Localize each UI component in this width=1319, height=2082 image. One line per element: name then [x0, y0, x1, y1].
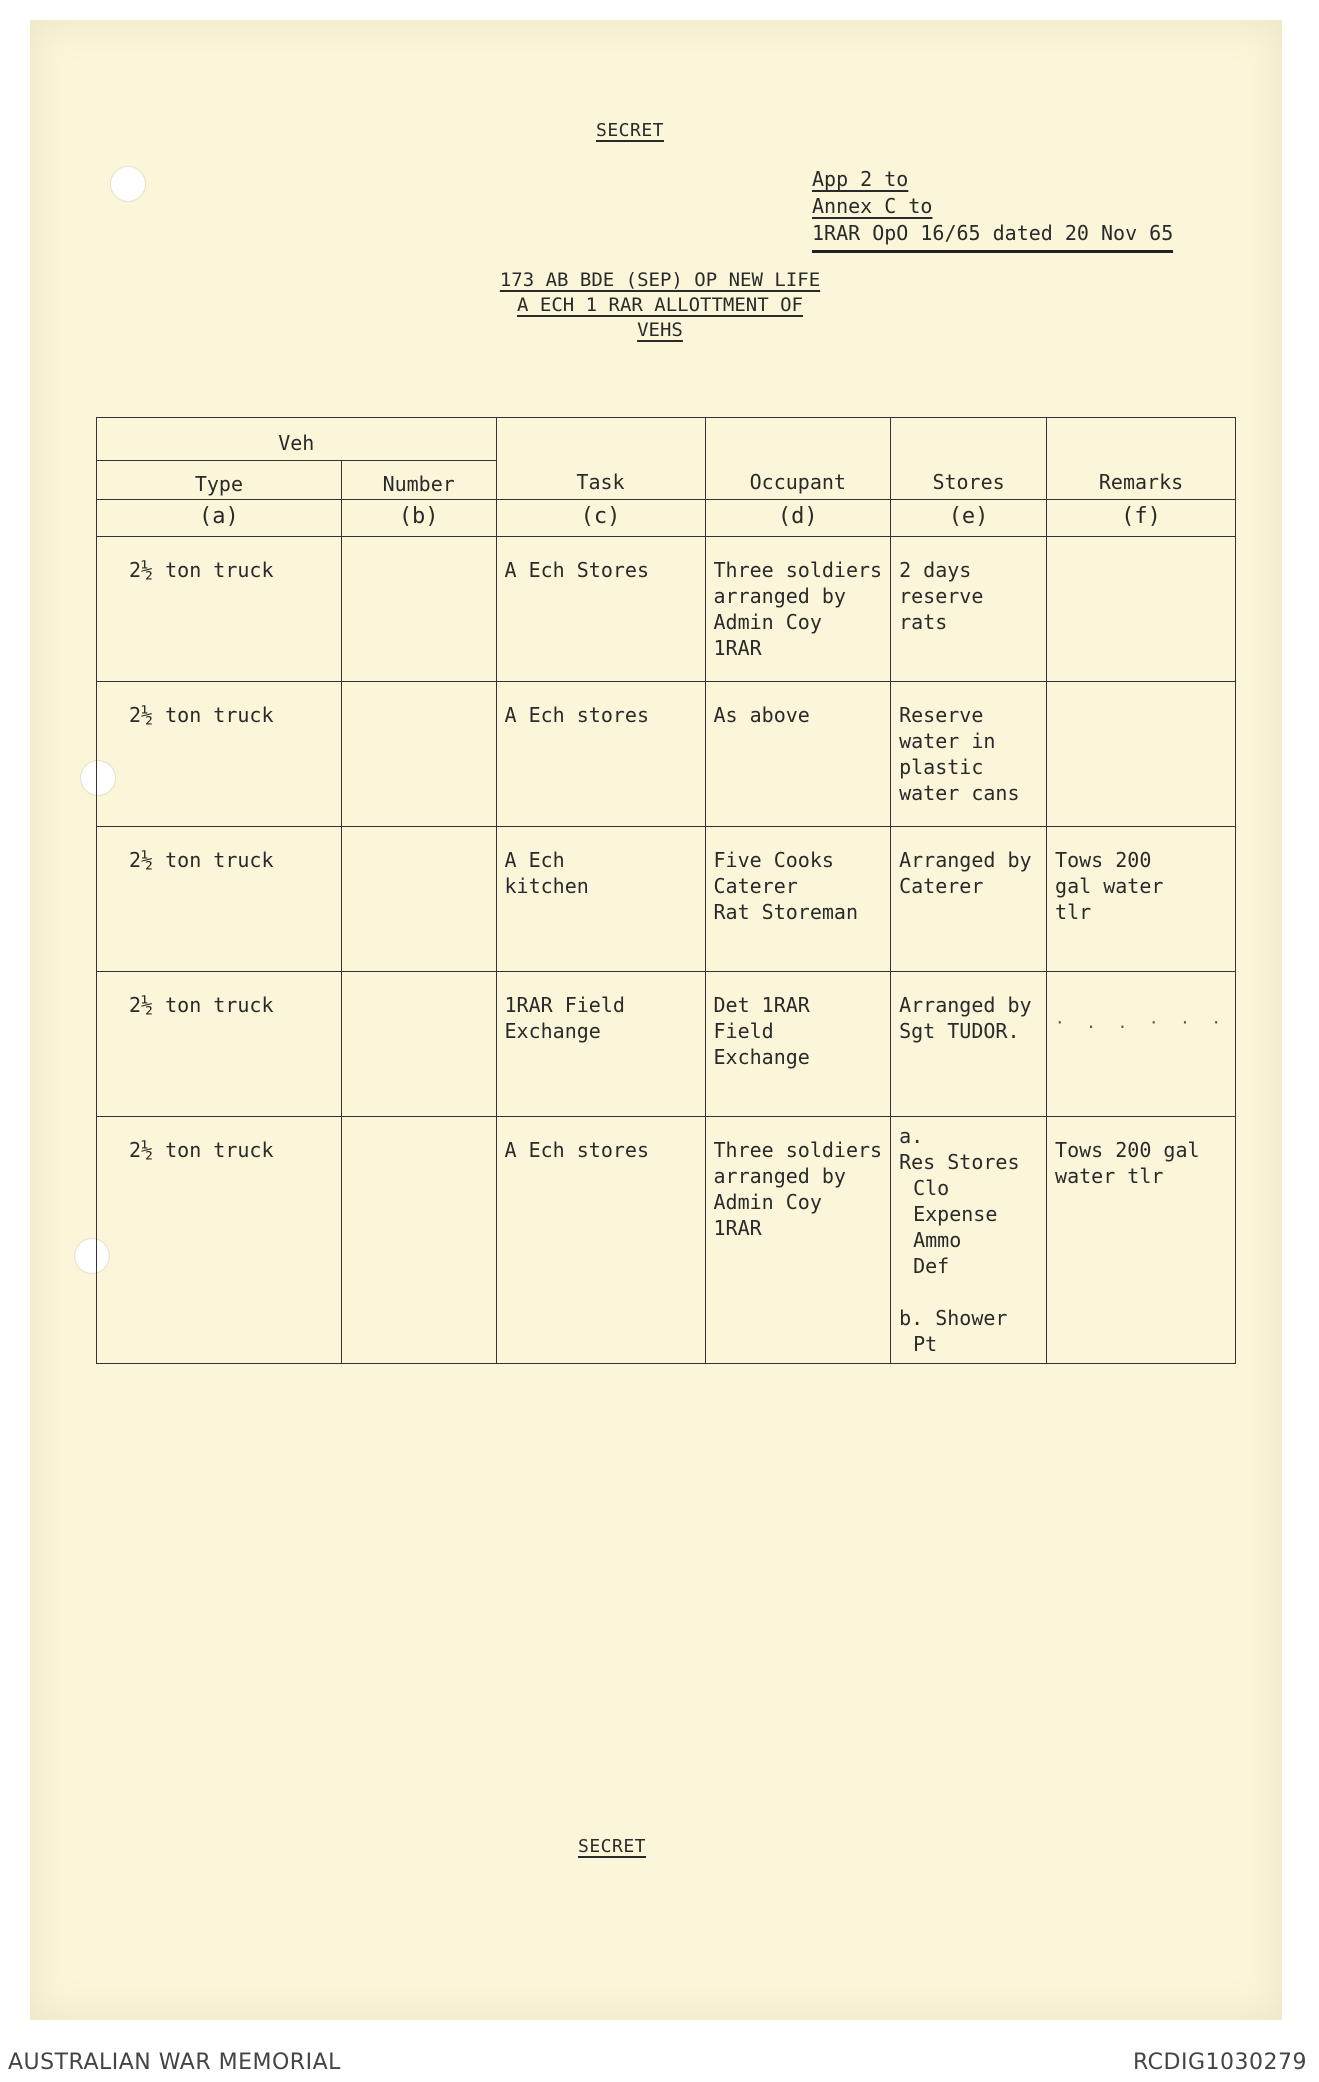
cell-line: arranged by — [713, 584, 846, 608]
cell-number — [341, 682, 496, 827]
cell-occupant — [705, 827, 891, 972]
cell-remarks — [1047, 537, 1236, 682]
cell-line: 2 days — [899, 558, 972, 582]
cell-line: Admin Coy — [713, 1190, 822, 1214]
cell-line: A Ech Stores — [504, 558, 650, 582]
cell-occupant — [705, 682, 891, 827]
cell-line: As above — [713, 703, 810, 727]
column-letter: (b) — [341, 500, 496, 537]
footer-archive-name: AUSTRALIAN WAR MEMORIAL — [8, 2050, 341, 2075]
cell-remarks — [1047, 682, 1236, 827]
cell-line: b. Shower — [899, 1306, 1008, 1330]
cell-line: A Ech stores — [504, 1138, 650, 1162]
cell-stores — [891, 827, 1047, 972]
cell-line: Expense — [913, 1202, 998, 1226]
cell-stores — [891, 972, 1047, 1117]
reference-line: App 2 to — [812, 167, 909, 191]
cell-line: 1RAR — [713, 1216, 762, 1240]
title-line: VEHS — [637, 319, 683, 341]
cell-line: Arranged by — [899, 848, 1032, 872]
cell-line: Tows 200 gal — [1055, 1138, 1200, 1162]
cell-line: Caterer — [713, 874, 798, 898]
cell-line: Tows 200 — [1055, 848, 1152, 872]
cell-line: gal water — [1055, 874, 1164, 898]
cell-number — [341, 537, 496, 682]
cell-task — [496, 1117, 705, 1364]
column-header-occupant: Occupant — [705, 418, 891, 500]
cell-line: water tlr — [1055, 1164, 1164, 1188]
cell-occupant — [705, 1117, 891, 1364]
cell-remarks — [1047, 827, 1236, 972]
column-letter: (a) — [97, 500, 342, 537]
document-page — [30, 20, 1282, 2020]
cell-line: reserve — [899, 584, 984, 608]
cell-line: Clo — [913, 1176, 950, 1200]
footer-record-id: RCDIG1030279 — [1132, 2050, 1307, 2075]
cell-line: plastic — [899, 755, 984, 779]
document-title — [430, 268, 890, 343]
cell-type: 2½ ton truck — [97, 682, 342, 827]
classification-top: SECRET — [596, 120, 665, 141]
punch-hole — [110, 166, 146, 202]
cell-line — [899, 1279, 1038, 1305]
table-letter-row — [97, 500, 1236, 537]
cell-occupant — [705, 972, 891, 1117]
cell-number — [341, 827, 496, 972]
cell-line: Res Stores — [899, 1150, 1020, 1174]
cell-line: A Ech stores — [504, 703, 650, 727]
cell-line: Reserve — [899, 703, 984, 727]
reference-line: Annex C to — [812, 194, 933, 218]
cell-task — [496, 682, 705, 827]
cell-line: Admin Coy — [713, 610, 822, 634]
table-row — [97, 537, 1236, 682]
cell-line: rats — [899, 610, 948, 634]
table-row — [97, 827, 1236, 972]
cell-stores — [891, 1117, 1047, 1364]
cell-line: Exchange — [504, 1019, 601, 1043]
veh-group-header: Veh — [97, 418, 497, 461]
cell-line: Caterer — [899, 874, 984, 898]
column-letter: (c) — [496, 500, 705, 537]
illegible-text: · . . · · · — [1055, 1013, 1227, 1032]
cell-task — [496, 972, 705, 1117]
cell-line: water cans — [899, 781, 1020, 805]
column-header-stores: Stores — [891, 418, 1047, 500]
cell-line: Pt — [913, 1332, 938, 1356]
cell-line: 1RAR — [713, 636, 762, 660]
table-group-header-row — [97, 418, 1236, 461]
column-letter: (d) — [705, 500, 891, 537]
column-header-task: Task — [496, 418, 705, 500]
table-row — [97, 1117, 1236, 1364]
table-row — [97, 682, 1236, 827]
column-header-type: Type — [97, 461, 342, 500]
reference-line: 1RAR OpO 16/65 dated 20 Nov 65 — [812, 220, 1173, 253]
cell-remarks — [1047, 972, 1236, 1117]
cell-type: 2½ ton truck — [97, 537, 342, 682]
classification-bottom: SECRET — [578, 1836, 647, 1857]
cell-line: Five Cooks — [713, 848, 834, 872]
cell-line: Det 1RAR — [713, 993, 810, 1017]
cell-line: a. — [899, 1124, 924, 1148]
cell-type: 2½ ton truck — [97, 827, 342, 972]
table-row — [97, 972, 1236, 1117]
cell-line: A Ech — [504, 848, 565, 872]
cell-stores — [891, 682, 1047, 827]
cell-stores — [891, 537, 1047, 682]
cell-line: 1RAR Field — [504, 993, 625, 1017]
cell-line: kitchen — [504, 874, 589, 898]
cell-line: Exchange — [713, 1045, 810, 1069]
cell-remarks — [1047, 1117, 1236, 1364]
column-header-remarks: Remarks — [1047, 418, 1236, 500]
cell-line: Arranged by — [899, 993, 1032, 1017]
cell-task — [496, 827, 705, 972]
column-letter: (e) — [891, 500, 1047, 537]
cell-line: arranged by — [713, 1164, 846, 1188]
cell-line: Ammo — [913, 1228, 962, 1252]
column-letter: (f) — [1047, 500, 1236, 537]
cell-line: Field — [713, 1019, 774, 1043]
cell-line: Three soldiers — [713, 558, 883, 582]
cell-task — [496, 537, 705, 682]
cell-type: 2½ ton truck — [97, 1117, 342, 1364]
cell-line: Three soldiers — [713, 1138, 883, 1162]
cell-line: Sgt TUDOR. — [899, 1019, 1020, 1043]
title-line: A ECH 1 RAR ALLOTTMENT OF — [517, 294, 803, 316]
cell-number — [341, 1117, 496, 1364]
vehicle-allotment-table — [96, 417, 1236, 1364]
cell-line: water in — [899, 729, 996, 753]
cell-line: Rat Storeman — [713, 900, 859, 924]
cell-line: tlr — [1055, 900, 1092, 924]
cell-occupant — [705, 537, 891, 682]
cell-number — [341, 972, 496, 1117]
column-header-number: Number — [341, 461, 496, 500]
title-line: 173 AB BDE (SEP) OP NEW LIFE — [499, 269, 821, 291]
cell-line: Def — [913, 1254, 950, 1278]
reference-block — [812, 166, 1173, 253]
cell-type: 2½ ton truck — [97, 972, 342, 1117]
